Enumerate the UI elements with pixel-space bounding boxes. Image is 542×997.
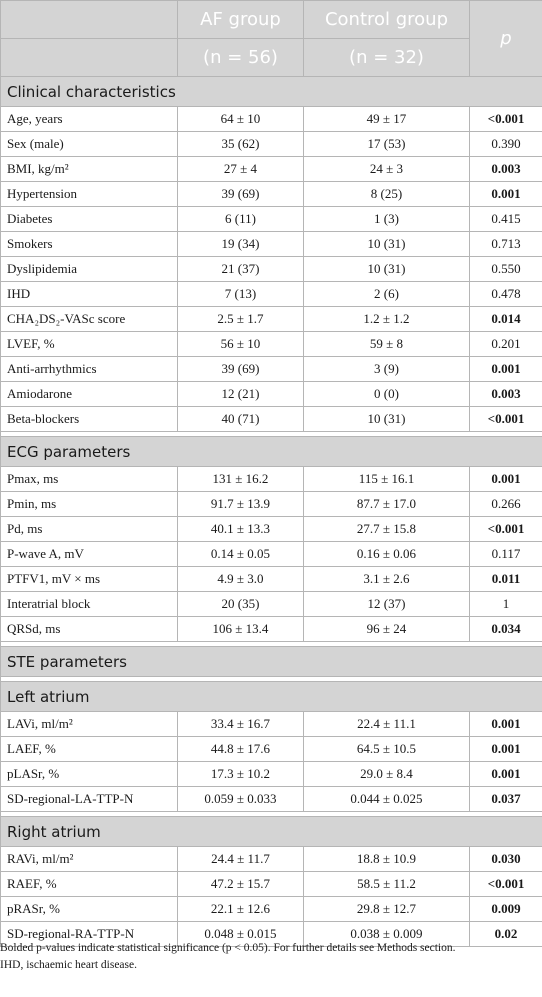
af-group-value: 40.1 ± 13.3: [178, 517, 304, 542]
header-af-n: (n = 56): [178, 39, 304, 77]
control-group-value: 17 (53): [304, 132, 470, 157]
p-value: 0.014: [470, 307, 542, 332]
af-group-value: 35 (62): [178, 132, 304, 157]
table-row: [1, 382, 542, 407]
control-group-value: 64.5 ± 10.5: [304, 737, 470, 762]
p-value: 0.415: [470, 207, 542, 232]
table-row: [1, 492, 542, 517]
control-group-value: 96 ± 24: [304, 617, 470, 642]
af-group-value: 39 (69): [178, 182, 304, 207]
af-group-value: 40 (71): [178, 407, 304, 432]
p-value: 0.001: [470, 712, 542, 737]
af-group-value: 47.2 ± 15.7: [178, 872, 304, 897]
p-value: 0.713: [470, 232, 542, 257]
p-value: <0.001: [470, 107, 542, 132]
p-value: 0.266: [470, 492, 542, 517]
row-label: Hypertension: [1, 182, 178, 207]
row-label: Pmin, ms: [1, 492, 178, 517]
row-label: CHA₂DS₂-VASc score: [1, 307, 178, 332]
p-value: 0.117: [470, 542, 542, 567]
table-row: [1, 357, 542, 382]
control-group-value: 3 (9): [304, 357, 470, 382]
af-group-value: 0.048 ± 0.015: [178, 922, 304, 947]
control-group-value: 27.7 ± 15.8: [304, 517, 470, 542]
section-title: Right atrium: [1, 817, 542, 847]
p-value: 0.001: [470, 467, 542, 492]
p-value: 1: [470, 592, 542, 617]
af-group-value: 56 ± 10: [178, 332, 304, 357]
row-label: QRSd, ms: [1, 617, 178, 642]
control-group-value: 87.7 ± 17.0: [304, 492, 470, 517]
row-label: Interatrial block: [1, 592, 178, 617]
section-header-row: [1, 437, 542, 467]
section-header-row: [1, 77, 542, 107]
p-value: 0.001: [470, 182, 542, 207]
af-group-value: 106 ± 13.4: [178, 617, 304, 642]
section-title: Clinical characteristics: [1, 77, 542, 107]
control-group-value: 0.044 ± 0.025: [304, 787, 470, 812]
row-label: Dyslipidemia: [1, 257, 178, 282]
p-value: 0.003: [470, 157, 542, 182]
control-group-value: 49 ± 17: [304, 107, 470, 132]
af-group-value: 7 (13): [178, 282, 304, 307]
p-value: 0.011: [470, 567, 542, 592]
af-group-value: 91.7 ± 13.9: [178, 492, 304, 517]
control-group-value: 18.8 ± 10.9: [304, 847, 470, 872]
table-row: [1, 107, 542, 132]
row-label: P-wave A, mV: [1, 542, 178, 567]
p-value: 0.478: [470, 282, 542, 307]
control-group-value: 2 (6): [304, 282, 470, 307]
section-header-row: [1, 817, 542, 847]
p-value: <0.001: [470, 872, 542, 897]
row-label: LAEF, %: [1, 737, 178, 762]
p-value: <0.001: [470, 407, 542, 432]
p-value: 0.550: [470, 257, 542, 282]
af-group-value: 131 ± 16.2: [178, 467, 304, 492]
p-value: 0.037: [470, 787, 542, 812]
p-value: 0.390: [470, 132, 542, 157]
row-label: Beta-blockers: [1, 407, 178, 432]
table-header: [1, 1, 542, 77]
table-row: [1, 542, 542, 567]
table-row: [1, 232, 542, 257]
af-group-value: 21 (37): [178, 257, 304, 282]
table-row: [1, 737, 542, 762]
p-value: 0.009: [470, 897, 542, 922]
control-group-value: 0 (0): [304, 382, 470, 407]
af-group-value: 44.8 ± 17.6: [178, 737, 304, 762]
row-label: LVEF, %: [1, 332, 178, 357]
p-value: 0.001: [470, 762, 542, 787]
table-row: [1, 872, 542, 897]
header-p-value: p: [470, 1, 542, 77]
af-group-value: 17.3 ± 10.2: [178, 762, 304, 787]
control-group-value: 12 (37): [304, 592, 470, 617]
table-row: [1, 467, 542, 492]
table-row: [1, 567, 542, 592]
table-body: [1, 77, 542, 947]
row-label: BMI, kg/m²: [1, 157, 178, 182]
row-label: RAVi, ml/m²: [1, 847, 178, 872]
row-label: Pd, ms: [1, 517, 178, 542]
p-value: 0.201: [470, 332, 542, 357]
header-control-group: Control group: [304, 1, 470, 39]
table-row: [1, 897, 542, 922]
af-group-value: 4.9 ± 3.0: [178, 567, 304, 592]
af-group-value: 39 (69): [178, 357, 304, 382]
control-group-value: 115 ± 16.1: [304, 467, 470, 492]
table-row: [1, 617, 542, 642]
row-label: PTFV1, mV × ms: [1, 567, 178, 592]
control-group-value: 22.4 ± 11.1: [304, 712, 470, 737]
control-group-value: 8 (25): [304, 182, 470, 207]
footnote-1: Bolded p-values indicate statistical significance (p < 0.05). For further details see Methods section.: [0, 942, 456, 954]
section-title: STE parameters: [1, 647, 542, 677]
row-label: pLASr, %: [1, 762, 178, 787]
control-group-value: 29.0 ± 8.4: [304, 762, 470, 787]
row-label: Smokers: [1, 232, 178, 257]
control-group-value: 10 (31): [304, 407, 470, 432]
table-row: [1, 787, 542, 812]
af-group-value: 33.4 ± 16.7: [178, 712, 304, 737]
table-row: [1, 257, 542, 282]
footnote-2: IHD, ischaemic heart disease.: [0, 959, 137, 971]
af-group-value: 12 (21): [178, 382, 304, 407]
row-label: SD-regional-LA-TTP-N: [1, 787, 178, 812]
control-group-value: 0.038 ± 0.009: [304, 922, 470, 947]
table-row: [1, 712, 542, 737]
p-value: 0.001: [470, 357, 542, 382]
af-group-value: 24.4 ± 11.7: [178, 847, 304, 872]
af-group-value: 0.059 ± 0.033: [178, 787, 304, 812]
header-control-n: (n = 32): [304, 39, 470, 77]
control-group-value: 10 (31): [304, 232, 470, 257]
table-row: [1, 407, 542, 432]
p-value: 0.02: [470, 922, 542, 947]
control-group-value: 0.16 ± 0.06: [304, 542, 470, 567]
p-value: <0.001: [470, 517, 542, 542]
af-group-value: 27 ± 4: [178, 157, 304, 182]
table-row: [1, 592, 542, 617]
table-row: [1, 207, 542, 232]
af-group-value: 22.1 ± 12.6: [178, 897, 304, 922]
table-row: [1, 307, 542, 332]
p-value: 0.030: [470, 847, 542, 872]
row-label: IHD: [1, 282, 178, 307]
control-group-value: 1.2 ± 1.2: [304, 307, 470, 332]
p-value: 0.034: [470, 617, 542, 642]
control-group-value: 1 (3): [304, 207, 470, 232]
table-row: [1, 182, 542, 207]
p-value: 0.001: [470, 737, 542, 762]
header-blank-cell: [1, 1, 178, 39]
af-group-value: 6 (11): [178, 207, 304, 232]
table-row: [1, 517, 542, 542]
section-header-row: [1, 682, 542, 712]
control-group-value: 24 ± 3: [304, 157, 470, 182]
row-label: RAEF, %: [1, 872, 178, 897]
section-title: ECG parameters: [1, 437, 542, 467]
row-label: SD-regional-RA-TTP-N: [1, 922, 178, 947]
table-row: [1, 847, 542, 872]
footnotes: [0, 940, 542, 974]
table-row: [1, 157, 542, 182]
control-group-value: 3.1 ± 2.6: [304, 567, 470, 592]
control-group-value: 59 ± 8: [304, 332, 470, 357]
header-blank-cell: [1, 39, 178, 77]
table-row: [1, 332, 542, 357]
row-label: Anti-arrhythmics: [1, 357, 178, 382]
control-group-value: 29.8 ± 12.7: [304, 897, 470, 922]
control-group-value: 10 (31): [304, 257, 470, 282]
table-row: [1, 762, 542, 787]
p-value: 0.003: [470, 382, 542, 407]
af-group-value: 64 ± 10: [178, 107, 304, 132]
af-group-value: 0.14 ± 0.05: [178, 542, 304, 567]
control-group-value: 58.5 ± 11.2: [304, 872, 470, 897]
table-row: [1, 282, 542, 307]
af-group-value: 20 (35): [178, 592, 304, 617]
row-label: LAVi, ml/m²: [1, 712, 178, 737]
row-label: Amiodarone: [1, 382, 178, 407]
row-label: Pmax, ms: [1, 467, 178, 492]
section-header-row: [1, 647, 542, 677]
af-group-value: 19 (34): [178, 232, 304, 257]
row-label: Sex (male): [1, 132, 178, 157]
header-af-group: AF group: [178, 1, 304, 39]
row-label: pRASr, %: [1, 897, 178, 922]
table-row: [1, 132, 542, 157]
row-label: Diabetes: [1, 207, 178, 232]
af-group-value: 2.5 ± 1.7: [178, 307, 304, 332]
row-label: Age, years: [1, 107, 178, 132]
section-title: Left atrium: [1, 682, 542, 712]
